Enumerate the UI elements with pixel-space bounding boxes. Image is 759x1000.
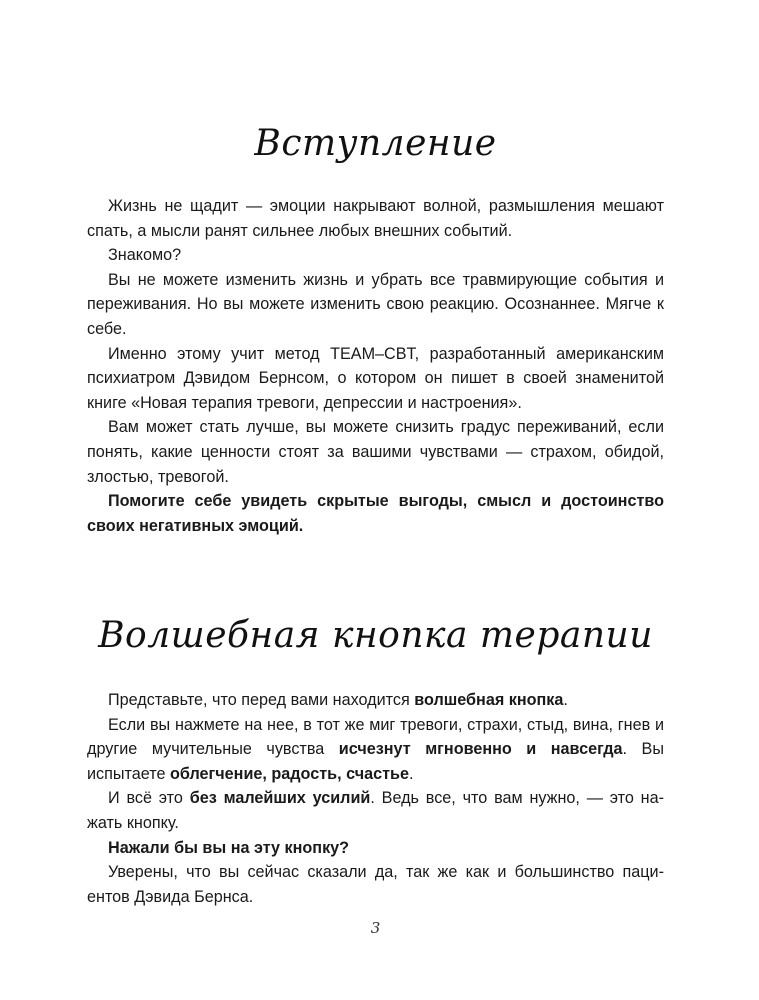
section-body-magic-button (87, 688, 664, 909)
text-run-bold: волшебная кнопка (414, 691, 564, 709)
paragraph (87, 688, 664, 713)
text-run-bold: исчезнут мгновенно и навсегда (338, 740, 623, 759)
text-run: Представьте, что перед вами находится (108, 691, 415, 709)
section-body-introduction (87, 194, 664, 538)
paragraph (87, 713, 664, 787)
paragraph: Жизнь не щадит — эмоции накрывают волной, размышления мешают спать, а мысли ранят сильнее любых внешних событий. (87, 197, 664, 240)
text-run: . Ведь все, что вам нужно, — это на-жать кнопку. (87, 789, 665, 832)
text-run: . (563, 691, 568, 709)
text-run: И всё это (108, 789, 190, 808)
text-run-bold: облегчение, радость, счастье (169, 764, 409, 783)
section-title-magic-button: Волшебная кнопка терапии (98, 615, 653, 656)
paragraph: Знакомо? (108, 246, 182, 265)
section-title-introduction: Вступление (254, 123, 497, 164)
paragraph-emphasis: Нажали бы вы на эту кнопку? (108, 838, 350, 857)
page-number: 3 (370, 919, 381, 937)
text-run-bold: без малейших усилий (189, 789, 371, 808)
text-run: . (408, 764, 414, 783)
paragraph: Именно этому учит метод TEAM–CBT, разработанный американским психиатром Дэвидом Бернсом, о котором он пишет в своей знаменитой книге «Новая терапия тревоги, депрессии и настроения». (87, 344, 664, 412)
paragraph: Уверены, что вы сейчас сказали да, так же как и большинство паци-ентов Дэвида Бернса. (87, 863, 664, 906)
paragraph: Вам может стать лучше, вы можете снизить градус переживаний, если понять, какие ценности стоят за вашими чувствами — страхом, обидой, злостью, тревогой. (87, 418, 664, 486)
paragraph-emphasis: Помогите себе увидеть скрытые выгоды, смысл и достоинство своих негативных эмоций. (87, 492, 664, 535)
text-run: Если вы нажмете на нее, в тот же миг тревоги, страхи, стыд, вина, гнев и другие мучительные чувства (87, 715, 664, 759)
paragraph: Вы не можете изменить жизнь и убрать все травмирующие события и переживания. Но вы можете изменить свою реакцию. Осознаннее. Мягче к себе. (87, 270, 664, 338)
text-run: . Вы испытаете (87, 740, 664, 783)
book-page (87, 0, 664, 1000)
paragraph (87, 786, 664, 835)
